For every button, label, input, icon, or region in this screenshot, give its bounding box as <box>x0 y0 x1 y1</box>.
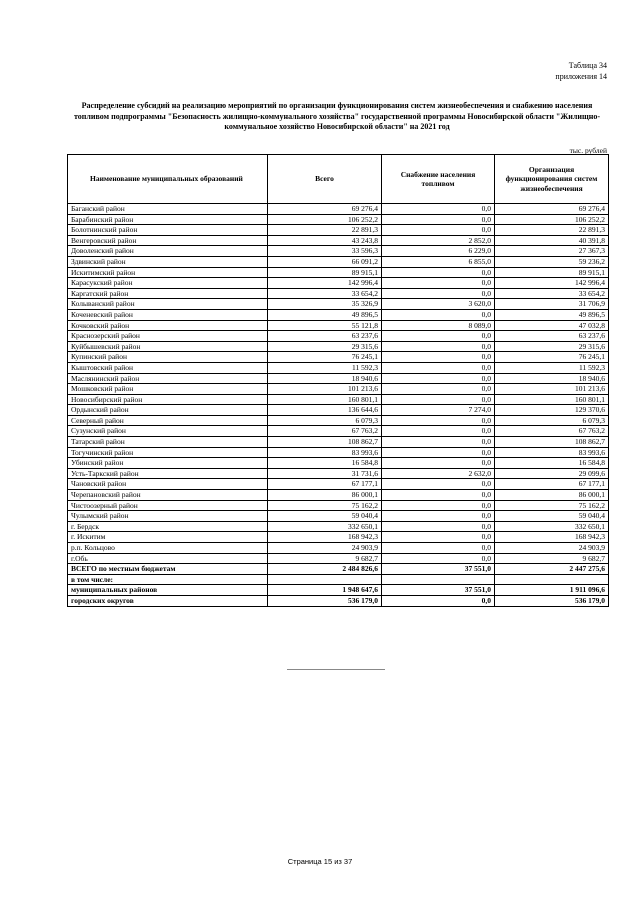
header-life-support: Организация функционирования систем жизнеобеспечения <box>495 155 609 204</box>
cell-life-support: 29 315,6 <box>495 341 609 352</box>
cell-life-support: 129 370,6 <box>495 405 609 416</box>
cell-life-support: 69 276,4 <box>495 204 609 215</box>
cell-total: 35 326,9 <box>268 299 382 310</box>
cell-municipality: Чулымский район <box>68 511 268 522</box>
cell-life-support: 59 236,2 <box>495 256 609 267</box>
cell-total <box>268 574 382 585</box>
cell-life-support: 6 079,3 <box>495 415 609 426</box>
cell-fuel-supply: 0,0 <box>382 437 495 448</box>
table-row <box>68 415 609 426</box>
cell-municipality: Каргатский район <box>68 288 268 299</box>
cell-life-support: 168 942,3 <box>495 532 609 543</box>
table-row <box>68 299 609 310</box>
subsidy-table <box>67 154 609 607</box>
cell-life-support: 63 237,6 <box>495 331 609 342</box>
cell-municipality: г. Искитим <box>68 532 268 543</box>
cell-total: 22 891,3 <box>268 225 382 236</box>
cell-total: 108 862,7 <box>268 437 382 448</box>
cell-fuel-supply: 3 620,0 <box>382 299 495 310</box>
cell-fuel-supply: 0,0 <box>382 511 495 522</box>
cell-life-support: 86 000,1 <box>495 490 609 501</box>
cell-fuel-supply: 0,0 <box>382 500 495 511</box>
cell-life-support: 101 213,6 <box>495 384 609 395</box>
cell-total: 332 650,1 <box>268 521 382 532</box>
cell-municipality: г.Обь <box>68 553 268 564</box>
cell-life-support: 536 179,0 <box>495 595 609 606</box>
table-row <box>68 468 609 479</box>
cell-municipality: Черепановский район <box>68 490 268 501</box>
cell-municipality: Купинский район <box>68 352 268 363</box>
cell-municipality: Краснозерский район <box>68 331 268 342</box>
table-row <box>68 437 609 448</box>
cell-municipality: Тогучинский район <box>68 447 268 458</box>
cell-total: 33 654,2 <box>268 288 382 299</box>
cell-municipality: Баганский район <box>68 204 268 215</box>
table-row <box>68 447 609 458</box>
cell-municipality: Доволенский район <box>68 246 268 257</box>
cell-life-support: 106 252,2 <box>495 214 609 225</box>
cell-municipality: Барабинский район <box>68 214 268 225</box>
cell-total: 18 940,6 <box>268 373 382 384</box>
cell-life-support: 11 592,3 <box>495 362 609 373</box>
summary-row <box>68 585 609 596</box>
cell-total: 31 731,6 <box>268 468 382 479</box>
cell-life-support: 47 032,8 <box>495 320 609 331</box>
cell-fuel-supply: 0,0 <box>382 352 495 363</box>
cell-total: 1 948 647,6 <box>268 585 382 596</box>
unit-label: тыс. рублей <box>569 146 607 155</box>
cell-municipality: Искитимский район <box>68 267 268 278</box>
cell-life-support: 160 801,1 <box>495 394 609 405</box>
cell-life-support: 16 584,8 <box>495 458 609 469</box>
cell-municipality: Чистоозерный район <box>68 500 268 511</box>
summary-row <box>68 574 609 585</box>
cell-municipality: Карасукский район <box>68 278 268 289</box>
page-number: Страница 15 из 37 <box>287 857 353 866</box>
table-row <box>68 384 609 395</box>
summary-row <box>68 595 609 606</box>
cell-life-support: 67 177,1 <box>495 479 609 490</box>
cell-life-support: 29 099,6 <box>495 468 609 479</box>
table-header-row <box>68 155 609 204</box>
cell-life-support: 31 706,9 <box>495 299 609 310</box>
cell-total: 24 903,9 <box>268 543 382 554</box>
table-row <box>68 362 609 373</box>
cell-total: 29 315,6 <box>268 341 382 352</box>
cell-total: 75 162,2 <box>268 500 382 511</box>
cell-total: 2 484 826,6 <box>268 564 382 575</box>
cell-municipality: Новосибирский район <box>68 394 268 405</box>
cell-total: 69 276,4 <box>268 204 382 215</box>
table-row <box>68 500 609 511</box>
table-row <box>68 426 609 437</box>
cell-fuel-supply: 0,0 <box>382 521 495 532</box>
table-row <box>68 553 609 564</box>
cell-municipality: Убинский район <box>68 458 268 469</box>
cell-fuel-supply: 0,0 <box>382 458 495 469</box>
cell-fuel-supply: 0,0 <box>382 532 495 543</box>
cell-life-support: 83 993,6 <box>495 447 609 458</box>
table-row <box>68 532 609 543</box>
cell-total: 76 245,1 <box>268 352 382 363</box>
cell-fuel-supply: 0,0 <box>382 278 495 289</box>
cell-fuel-supply: 0,0 <box>382 309 495 320</box>
cell-fuel-supply: 0,0 <box>382 394 495 405</box>
table-row <box>68 394 609 405</box>
cell-total: 9 682,7 <box>268 553 382 564</box>
cell-municipality: Сузунский район <box>68 426 268 437</box>
cell-total: 49 896,5 <box>268 309 382 320</box>
table-row <box>68 341 609 352</box>
cell-fuel-supply: 6 855,0 <box>382 256 495 267</box>
cell-life-support: 76 245,1 <box>495 352 609 363</box>
cell-life-support: 9 682,7 <box>495 553 609 564</box>
cell-municipality: Татарский район <box>68 437 268 448</box>
cell-fuel-supply: 8 089,0 <box>382 320 495 331</box>
cell-fuel-supply: 37 551,0 <box>382 564 495 575</box>
cell-life-support: 108 862,7 <box>495 437 609 448</box>
cell-fuel-supply: 6 229,0 <box>382 246 495 257</box>
cell-fuel-supply: 0,0 <box>382 288 495 299</box>
cell-fuel-supply: 0,0 <box>382 490 495 501</box>
cell-municipality: Здвинский район <box>68 256 268 267</box>
cell-fuel-supply <box>382 574 495 585</box>
table-row <box>68 246 609 257</box>
cell-municipality: Маслянинский район <box>68 373 268 384</box>
cell-fuel-supply: 0,0 <box>382 225 495 236</box>
cell-fuel-supply: 37 551,0 <box>382 585 495 596</box>
summary-row <box>68 564 609 575</box>
table-row <box>68 521 609 532</box>
cell-municipality: г. Бердск <box>68 521 268 532</box>
document-title: Распределение субсидий на реализацию мероприятий по организации функционирования систем жизнеобеспечения и снабжению населения топливом подпрограммы "Безопасность жилищно-коммунального хозяйства" государственной программы Новосибирской области "Жилищно-коммунальное хозяйство Новосибирской области" на 2021 год <box>73 101 601 131</box>
cell-life-support <box>495 574 609 585</box>
cell-municipality: Ордынский район <box>68 405 268 416</box>
cell-life-support: 27 367,3 <box>495 246 609 257</box>
cell-fuel-supply: 0,0 <box>382 362 495 373</box>
cell-fuel-supply: 0,0 <box>382 447 495 458</box>
table-row <box>68 490 609 501</box>
cell-municipality: Куйбышевский район <box>68 341 268 352</box>
cell-fuel-supply: 0,0 <box>382 595 495 606</box>
appendix-number: приложения 14 <box>555 72 607 81</box>
cell-fuel-supply: 0,0 <box>382 384 495 395</box>
cell-fuel-supply: 0,0 <box>382 341 495 352</box>
table-row <box>68 267 609 278</box>
cell-life-support: 40 391,8 <box>495 235 609 246</box>
table-row <box>68 214 609 225</box>
cell-total: 59 040,4 <box>268 511 382 522</box>
cell-life-support: 33 654,2 <box>495 288 609 299</box>
table-number: Таблица 34 <box>568 61 607 70</box>
cell-life-support: 24 903,9 <box>495 543 609 554</box>
cell-total: 67 177,1 <box>268 479 382 490</box>
cell-total: 106 252,2 <box>268 214 382 225</box>
cell-fuel-supply: 2 632,0 <box>382 468 495 479</box>
table-row <box>68 309 609 320</box>
header-total: Всего <box>268 155 382 204</box>
cell-life-support: 332 650,1 <box>495 521 609 532</box>
table-row <box>68 331 609 342</box>
cell-life-support: 2 447 275,6 <box>495 564 609 575</box>
cell-total: 43 243,8 <box>268 235 382 246</box>
cell-total: 142 996,4 <box>268 278 382 289</box>
cell-municipality: Колыванский район <box>68 299 268 310</box>
cell-municipality: Мошковский район <box>68 384 268 395</box>
table-row <box>68 235 609 246</box>
table-row <box>68 352 609 363</box>
cell-fuel-supply: 0,0 <box>382 331 495 342</box>
table-row <box>68 479 609 490</box>
table-row <box>68 288 609 299</box>
header-municipality: Наименование муниципальных образований <box>68 155 268 204</box>
header-fuel-supply: Снабжение населения топливом <box>382 155 495 204</box>
cell-total: 536 179,0 <box>268 595 382 606</box>
cell-life-support: 67 763,2 <box>495 426 609 437</box>
cell-total: 66 091,2 <box>268 256 382 267</box>
table-row <box>68 256 609 267</box>
cell-life-support: 75 162,2 <box>495 500 609 511</box>
cell-life-support: 22 891,3 <box>495 225 609 236</box>
cell-life-support: 142 996,4 <box>495 278 609 289</box>
cell-fuel-supply: 0,0 <box>382 479 495 490</box>
cell-fuel-supply: 0,0 <box>382 415 495 426</box>
cell-municipality: Усть-Таркский район <box>68 468 268 479</box>
table-row <box>68 543 609 554</box>
cell-municipality: в том числе: <box>68 574 268 585</box>
cell-total: 89 915,1 <box>268 267 382 278</box>
cell-total: 168 942,3 <box>268 532 382 543</box>
table-reference <box>555 60 607 82</box>
cell-municipality: ВСЕГО по местным бюджетам <box>68 564 268 575</box>
cell-fuel-supply: 7 274,0 <box>382 405 495 416</box>
cell-total: 11 592,3 <box>268 362 382 373</box>
cell-life-support: 18 940,6 <box>495 373 609 384</box>
cell-total: 63 237,6 <box>268 331 382 342</box>
table-row <box>68 320 609 331</box>
cell-fuel-supply: 0,0 <box>382 426 495 437</box>
table-row <box>68 225 609 236</box>
cell-fuel-supply: 0,0 <box>382 543 495 554</box>
table-row <box>68 204 609 215</box>
cell-fuel-supply: 0,0 <box>382 373 495 384</box>
cell-total: 160 801,1 <box>268 394 382 405</box>
table-row <box>68 373 609 384</box>
cell-municipality: Болотнинский район <box>68 225 268 236</box>
cell-total: 136 644,6 <box>268 405 382 416</box>
divider-line <box>287 669 385 670</box>
table-row <box>68 458 609 469</box>
cell-total: 6 079,3 <box>268 415 382 426</box>
cell-municipality: Кочковский район <box>68 320 268 331</box>
cell-life-support: 49 896,5 <box>495 309 609 320</box>
cell-total: 33 596,3 <box>268 246 382 257</box>
cell-municipality: городских округов <box>68 595 268 606</box>
cell-total: 83 993,6 <box>268 447 382 458</box>
cell-fuel-supply: 2 852,0 <box>382 235 495 246</box>
cell-municipality: Кыштовский район <box>68 362 268 373</box>
cell-municipality: Северный район <box>68 415 268 426</box>
cell-total: 86 000,1 <box>268 490 382 501</box>
cell-municipality: р.п. Кольцово <box>68 543 268 554</box>
cell-municipality: Венгеровский район <box>68 235 268 246</box>
cell-total: 101 213,6 <box>268 384 382 395</box>
table-row <box>68 511 609 522</box>
table-row <box>68 405 609 416</box>
cell-total: 67 763,2 <box>268 426 382 437</box>
cell-total: 16 584,8 <box>268 458 382 469</box>
cell-life-support: 59 040,4 <box>495 511 609 522</box>
cell-fuel-supply: 0,0 <box>382 204 495 215</box>
cell-life-support: 1 911 096,6 <box>495 585 609 596</box>
cell-municipality: муниципальных районов <box>68 585 268 596</box>
cell-fuel-supply: 0,0 <box>382 553 495 564</box>
cell-total: 55 121,8 <box>268 320 382 331</box>
table-row <box>68 278 609 289</box>
cell-municipality: Коченевский район <box>68 309 268 320</box>
cell-fuel-supply: 0,0 <box>382 214 495 225</box>
cell-life-support: 89 915,1 <box>495 267 609 278</box>
cell-municipality: Чановский район <box>68 479 268 490</box>
cell-fuel-supply: 0,0 <box>382 267 495 278</box>
